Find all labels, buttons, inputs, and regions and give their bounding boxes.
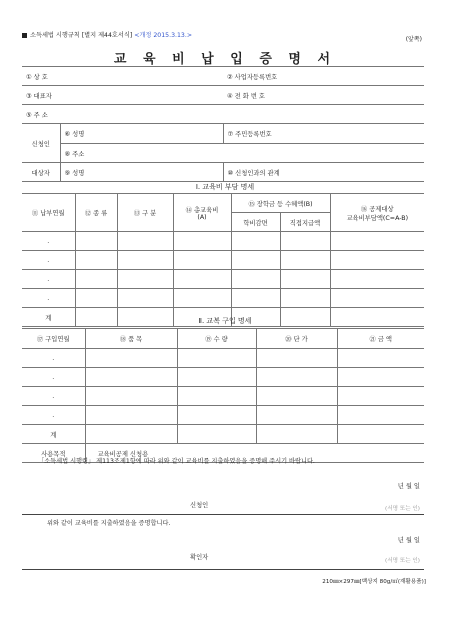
confirmer-sign-label: 확인자 xyxy=(190,554,209,561)
col-deductible-label: ⑯ 공제대상 xyxy=(360,205,394,213)
purpose-value[interactable]: 교육비공제 신청용 xyxy=(85,444,424,463)
row-cell[interactable] xyxy=(177,387,256,406)
applicant-address-field[interactable]: ⑧ 주소 xyxy=(60,144,424,163)
row-cell[interactable] xyxy=(330,270,424,289)
row-cell[interactable] xyxy=(337,349,424,368)
row-cell[interactable] xyxy=(75,270,117,289)
applicant-signature-field[interactable]: (서명 또는 인) xyxy=(385,506,420,512)
row-cell[interactable]: . xyxy=(22,251,75,270)
col-scholarship: ⑮ 장학금 등 수혜액(B) xyxy=(231,194,330,213)
col-purchase-month: ⑰ 구입연월 xyxy=(22,329,85,349)
confirmation-statement: 위와 같이 교육비를 지출하였음을 증명합니다. xyxy=(47,520,171,527)
row-cell[interactable] xyxy=(330,289,424,308)
education-expense-table xyxy=(22,193,424,327)
target-name-field[interactable]: ⑨ 성명 xyxy=(60,163,223,182)
total-label: 계 xyxy=(22,308,75,327)
business-number-field[interactable]: ② 사업자등록번호 xyxy=(223,67,424,86)
date-line-2[interactable]: 년 월 일 xyxy=(397,537,420,544)
row-cell[interactable] xyxy=(117,251,173,270)
row-cell[interactable] xyxy=(330,251,424,270)
row-cell[interactable] xyxy=(337,387,424,406)
row-cell[interactable] xyxy=(85,368,177,387)
col-total-expense xyxy=(173,194,231,232)
row-cell[interactable] xyxy=(337,368,424,387)
row-cell[interactable] xyxy=(85,425,177,444)
table-row xyxy=(22,406,424,425)
row-cell[interactable] xyxy=(330,232,424,251)
col-total-expense-code: (A) xyxy=(197,213,207,221)
row-cell[interactable] xyxy=(117,232,173,251)
row-cell[interactable]: . xyxy=(22,232,75,251)
row-cell[interactable] xyxy=(256,425,337,444)
bottom-border xyxy=(22,569,424,570)
col-item: ⑱ 품 목 xyxy=(85,329,177,349)
row-cell[interactable] xyxy=(75,289,117,308)
row-cell[interactable] xyxy=(177,406,256,425)
row-cell[interactable] xyxy=(231,289,280,308)
row-cell[interactable] xyxy=(173,270,231,289)
row-cell[interactable] xyxy=(75,251,117,270)
total-row xyxy=(22,425,424,444)
section-1-title: Ⅰ. 교육비 부담 명세 xyxy=(195,183,255,191)
page-side-label: (앞쪽) xyxy=(405,36,422,43)
table-row xyxy=(22,270,424,289)
address-field[interactable]: ⑤ 주 소 xyxy=(22,105,424,124)
row-cell[interactable] xyxy=(337,425,424,444)
row-cell[interactable] xyxy=(256,368,337,387)
table-row xyxy=(22,349,424,368)
col-quantity: ⑲ 수 량 xyxy=(177,329,256,349)
confirmer-signature-field[interactable]: (서명 또는 인) xyxy=(385,558,420,564)
revision-link[interactable]: <개정 2015.3.13.> xyxy=(134,32,192,39)
col-deductible-formula: 교육비부담액(C=A-B) xyxy=(346,214,409,222)
applicant-table xyxy=(22,66,424,182)
row-cell[interactable] xyxy=(177,425,256,444)
col-unit-price: ⑳ 단 가 xyxy=(256,329,337,349)
table-row xyxy=(22,387,424,406)
col-direct-payment: 직접지급액 xyxy=(280,213,330,232)
row-cell[interactable] xyxy=(280,232,330,251)
row-cell[interactable]: . xyxy=(22,289,75,308)
business-name-field[interactable]: ① 상 호 xyxy=(22,67,223,86)
col-type: ⑫ 종 류 xyxy=(75,194,117,232)
form-header xyxy=(22,30,192,39)
purpose-label: 사용목적 xyxy=(22,444,85,463)
applicant-name-field[interactable]: ⑥ 성명 xyxy=(60,124,223,144)
table-row xyxy=(22,251,424,270)
row-cell[interactable] xyxy=(256,349,337,368)
section-2-title: Ⅱ. 교복 구입 명세 xyxy=(198,317,252,325)
col-deductible xyxy=(330,194,424,232)
row-cell[interactable] xyxy=(75,232,117,251)
row-cell[interactable] xyxy=(231,232,280,251)
row-cell[interactable] xyxy=(117,289,173,308)
row-cell[interactable] xyxy=(280,289,330,308)
row-cell[interactable] xyxy=(280,270,330,289)
col-category: ⑬ 구 분 xyxy=(117,194,173,232)
row-cell[interactable] xyxy=(173,289,231,308)
row-cell[interactable]: . xyxy=(22,349,85,368)
row-cell[interactable] xyxy=(85,387,177,406)
row-cell[interactable] xyxy=(177,368,256,387)
table-row xyxy=(22,368,424,387)
square-bullet-icon xyxy=(22,33,27,38)
resident-number-field[interactable]: ⑦ 주민등록번호 xyxy=(223,124,424,144)
request-statement: 「소득세법 시행령」 제113조제1항에 따라 위와 같이 교육비를 지출하였음을 증명해 주시기 바랍니다. xyxy=(38,458,315,465)
col-total-expense-label: ⑭ 총교육비 xyxy=(185,206,219,214)
row-cell[interactable] xyxy=(173,232,231,251)
row-cell[interactable]: . xyxy=(22,406,85,425)
row-cell[interactable]: . xyxy=(22,387,85,406)
representative-field[interactable]: ③ 대표자 xyxy=(22,86,223,105)
col-tuition-reduction: 학비감면 xyxy=(231,213,280,232)
applicant-sign-label: 신청인 xyxy=(190,502,209,509)
paper-spec: 210㎜×297㎜[백상지 80g/㎡(재활용품)] xyxy=(322,579,426,585)
phone-field[interactable]: ④ 전 화 번 호 xyxy=(223,86,424,105)
law-reference: 소득세법 시행규칙 [별지 제44호서식] xyxy=(30,32,133,39)
total-label: 계 xyxy=(22,425,85,444)
date-line-1[interactable]: 년 월 일 xyxy=(397,483,420,490)
row-cell[interactable] xyxy=(85,349,177,368)
col-amount: ㉑ 금 액 xyxy=(337,329,424,349)
row-cell[interactable] xyxy=(231,251,280,270)
row-cell[interactable] xyxy=(173,251,231,270)
row-cell[interactable] xyxy=(280,251,330,270)
document-title: 교 육 비 납 입 증 명 서 xyxy=(113,52,337,67)
row-cell[interactable] xyxy=(117,270,173,289)
uniform-purchase-table xyxy=(22,328,424,463)
row-cell[interactable] xyxy=(256,387,337,406)
signature-divider xyxy=(22,514,424,515)
target-group-label: 대상자 xyxy=(22,163,60,182)
row-cell[interactable] xyxy=(177,349,256,368)
table-row xyxy=(22,232,424,251)
col-payment-month: ⑪ 납부연월 xyxy=(22,194,75,232)
table-row xyxy=(22,289,424,308)
row-cell[interactable]: . xyxy=(22,270,75,289)
row-cell[interactable] xyxy=(337,406,424,425)
row-cell[interactable] xyxy=(85,406,177,425)
row-cell[interactable] xyxy=(256,406,337,425)
relation-field[interactable]: ⑩ 신청인과의 관계 xyxy=(223,163,424,182)
applicant-group-label: 신청인 xyxy=(22,124,60,163)
row-cell[interactable]: . xyxy=(22,368,85,387)
row-cell[interactable] xyxy=(231,270,280,289)
